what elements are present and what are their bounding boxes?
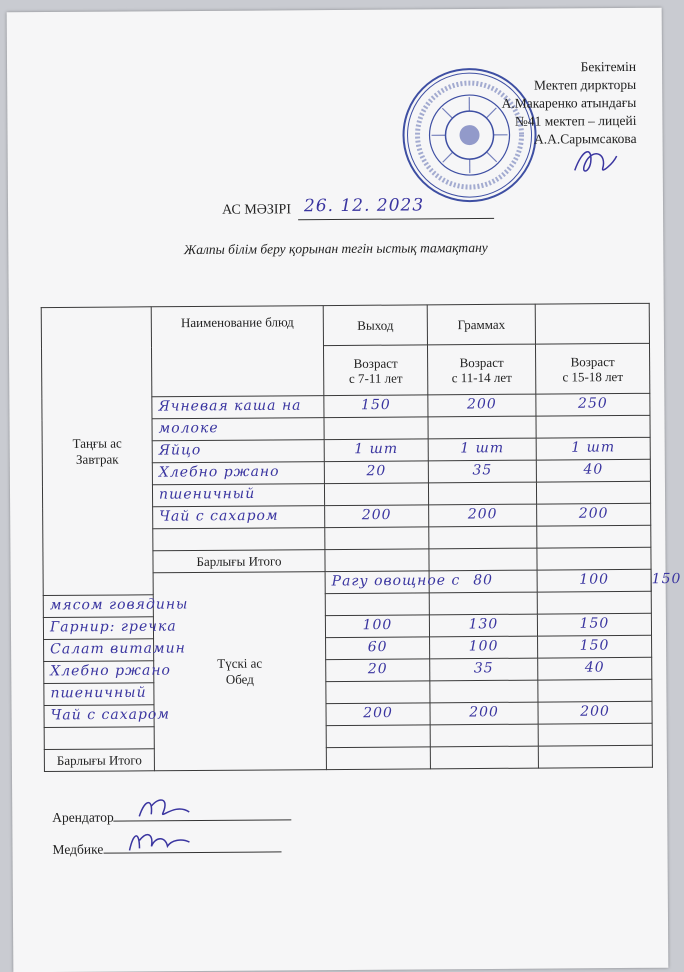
portion-7-11-cell-text bbox=[325, 538, 428, 539]
nurse-signature-row bbox=[52, 832, 292, 866]
portion-15-18-cell bbox=[536, 415, 650, 438]
total-label: Барлығы Итого bbox=[44, 749, 154, 772]
portion-7-11-cell bbox=[325, 615, 429, 638]
dish-cell bbox=[153, 528, 325, 551]
dish-cell-text: Рагу овощное с bbox=[332, 572, 461, 589]
dish-cell bbox=[44, 727, 154, 750]
menu-title: АС МӘЗІРІ bbox=[222, 202, 291, 218]
dish-cell bbox=[152, 440, 324, 463]
portion-7-11-cell bbox=[326, 725, 430, 748]
grams-header: Граммах bbox=[427, 304, 535, 345]
portion-11-14-cell-text: 100 bbox=[538, 571, 651, 588]
portion-7-11-cell-text bbox=[326, 604, 429, 605]
output-header: Выход bbox=[323, 305, 427, 346]
portion-7-11-cell bbox=[325, 593, 429, 616]
portion-11-14-cell bbox=[429, 592, 537, 615]
total-label: Барлығы Итого bbox=[153, 550, 325, 573]
nurse-signature-line bbox=[103, 851, 281, 853]
approval-line-3: А.Макаренко атындағы bbox=[501, 94, 636, 113]
portion-11-14-cell-text: 35 bbox=[430, 660, 537, 677]
dish-cell-text: пшеничный bbox=[50, 684, 146, 701]
portion-7-11-cell bbox=[324, 395, 428, 418]
portion-7-11-cell-text bbox=[325, 428, 428, 429]
approval-line-2: Мектеп дирктоpы bbox=[501, 76, 636, 95]
total-value-cell bbox=[429, 548, 537, 571]
portion-11-14-cell-text bbox=[429, 427, 536, 428]
portion-15-18-cell-text: 150 bbox=[538, 615, 651, 632]
breakfast-label: Таңғы ас Завтрак bbox=[41, 307, 153, 596]
portion-11-14-cell bbox=[428, 482, 536, 505]
portion-7-11-cell bbox=[325, 505, 429, 528]
age-7-11-header: Возраст с 7-11 лет bbox=[323, 345, 427, 396]
portion-7-11-cell bbox=[326, 703, 430, 726]
portion-7-11-cell bbox=[324, 483, 428, 506]
portion-15-18-cell bbox=[536, 437, 650, 460]
portion-15-18-cell bbox=[538, 635, 652, 658]
portion-15-18-cell-text: 200 bbox=[537, 505, 650, 522]
dish-cell bbox=[152, 418, 324, 441]
dish-cell-text: Чай с сахаром bbox=[51, 706, 170, 723]
portion-15-18-cell bbox=[537, 525, 651, 548]
portion-11-14-cell bbox=[429, 614, 537, 637]
portion-11-14-cell-text: 200 bbox=[428, 396, 535, 413]
lunch-total-row bbox=[44, 745, 652, 771]
dish-cell-text: пшеничный bbox=[159, 485, 255, 502]
portion-15-18-cell-text: 1 шт bbox=[537, 439, 650, 456]
dish-name-header: Наименование блюд bbox=[151, 306, 324, 397]
portion-15-18-cell bbox=[537, 591, 651, 614]
portion-7-11-cell-text: 60 bbox=[326, 638, 429, 655]
dish-cell bbox=[153, 506, 325, 529]
dish-cell bbox=[152, 484, 324, 507]
signature-block bbox=[52, 800, 292, 866]
portion-15-18-cell-text: 150 bbox=[538, 637, 651, 654]
portion-15-18-cell-text bbox=[537, 536, 650, 537]
portion-7-11-cell bbox=[326, 637, 430, 660]
total-value-cell bbox=[538, 745, 652, 768]
portion-7-11-cell bbox=[326, 681, 430, 704]
portion-11-14-cell-text: 130 bbox=[430, 616, 537, 633]
portion-15-18-cell-text bbox=[539, 734, 652, 735]
portion-11-14-cell-text: 100 bbox=[430, 638, 537, 655]
dish-cell bbox=[43, 617, 153, 640]
total-value-cell bbox=[537, 547, 651, 570]
portion-7-11-cell-text: 200 bbox=[325, 506, 428, 523]
portion-7-11-cell bbox=[324, 439, 428, 462]
dish-cell bbox=[43, 595, 153, 618]
dish-cell-text: Хлебно ржано bbox=[50, 662, 171, 679]
portion-7-11-cell bbox=[429, 570, 537, 593]
total-value-cell bbox=[430, 746, 538, 769]
portion-15-18-cell-text: 200 bbox=[538, 703, 651, 720]
portion-15-18-cell-text bbox=[538, 602, 651, 603]
tenant-signature-line bbox=[114, 819, 292, 821]
approval-line-1: Бекітемін bbox=[501, 58, 636, 77]
dish-cell bbox=[44, 639, 154, 662]
portion-15-18-cell bbox=[538, 723, 652, 746]
portion-15-18-cell bbox=[538, 701, 652, 724]
portion-15-18-cell-text: 40 bbox=[537, 461, 650, 478]
portion-7-11-cell bbox=[326, 659, 430, 682]
dish-cell-text: Салат витамин bbox=[50, 640, 186, 657]
portion-11-14-cell-text bbox=[430, 603, 537, 604]
portion-15-18-cell bbox=[536, 459, 650, 482]
lunch-label: Түскі ас Обед bbox=[153, 572, 326, 771]
portion-11-14-cell bbox=[537, 569, 651, 592]
approval-block bbox=[501, 58, 637, 181]
portion-15-18-cell bbox=[538, 679, 652, 702]
dish-cell-text: Чай с сахаром bbox=[159, 507, 278, 524]
nurse-label: Медбике bbox=[52, 842, 103, 857]
portion-7-11-cell-text bbox=[325, 494, 428, 495]
dish-cell bbox=[44, 705, 154, 728]
portion-7-11-cell-text: 150 bbox=[324, 396, 427, 413]
portion-11-14-cell bbox=[430, 658, 538, 681]
dish-cell-text: мясом говядины bbox=[50, 596, 189, 613]
portion-7-11-cell bbox=[324, 461, 428, 484]
portion-11-14-cell-text bbox=[431, 735, 538, 736]
portion-15-18-cell bbox=[536, 393, 650, 416]
portion-11-14-cell-text: 200 bbox=[430, 704, 537, 721]
portion-15-18-cell-text bbox=[537, 426, 650, 427]
portion-15-18-cell-text: 250 bbox=[536, 395, 649, 412]
portion-11-14-cell bbox=[428, 416, 536, 439]
portion-11-14-cell bbox=[428, 438, 536, 461]
portion-11-14-cell-text: 1 шт bbox=[429, 440, 536, 457]
menu-table bbox=[41, 303, 653, 772]
portion-11-14-cell bbox=[430, 702, 538, 725]
date-underline bbox=[298, 218, 494, 220]
portion-7-11-cell-text: 100 bbox=[326, 616, 429, 633]
portion-11-14-cell bbox=[429, 526, 537, 549]
portion-7-11-cell-text: 20 bbox=[326, 660, 429, 677]
dish-cell bbox=[44, 661, 154, 684]
portion-11-14-cell bbox=[430, 724, 538, 747]
menu-document bbox=[7, 8, 669, 972]
dish-cell bbox=[325, 571, 429, 594]
portion-7-11-cell-text: 80 bbox=[430, 572, 537, 589]
portion-15-18-cell-text bbox=[538, 690, 651, 691]
dish-cell bbox=[44, 683, 154, 706]
portion-15-18-cell bbox=[537, 503, 651, 526]
portion-11-14-cell-text: 200 bbox=[429, 506, 536, 523]
portion-11-14-cell-text bbox=[430, 691, 537, 692]
approval-line-4: №41 мектеп – лицейі bbox=[502, 112, 637, 131]
dish-cell bbox=[152, 396, 324, 419]
approval-line-5: А.А.Сарымсакова bbox=[502, 130, 637, 149]
total-value-cell bbox=[325, 549, 429, 572]
portion-7-11-cell-text: 1 шт bbox=[325, 440, 428, 457]
dish-cell-text: Ячневая каша на bbox=[158, 397, 301, 414]
portion-7-11-cell-text: 200 bbox=[327, 704, 430, 721]
dish-cell-text: Яйцо bbox=[159, 442, 202, 458]
menu-date: 26. 12. 2023 bbox=[304, 195, 424, 216]
portion-11-14-cell bbox=[429, 504, 537, 527]
director-signature bbox=[502, 148, 637, 181]
menu-subtitle: Жалпы білім беру қорынан тегін ыстық тамақтану bbox=[8, 239, 663, 260]
portion-7-11-cell-text: 20 bbox=[325, 462, 428, 479]
dish-cell-text: молоке bbox=[159, 420, 219, 436]
portion-7-11-cell bbox=[324, 417, 428, 440]
dish-cell bbox=[152, 462, 324, 485]
age-15-18-header: Возраст с 15-18 лет bbox=[535, 343, 649, 394]
portion-11-14-cell bbox=[430, 636, 538, 659]
portion-11-14-cell-text: 35 bbox=[429, 462, 536, 479]
portion-11-14-cell bbox=[428, 460, 536, 483]
age-11-14-header: Возраст с 11-14 лет bbox=[427, 344, 535, 395]
portion-11-14-cell-text bbox=[429, 493, 536, 494]
portion-15-18-cell bbox=[536, 481, 650, 504]
portion-7-11-cell-text bbox=[326, 692, 429, 693]
portion-11-14-cell-text bbox=[429, 537, 536, 538]
portion-15-18-cell bbox=[537, 613, 651, 636]
dish-cell-text: Хлебно ржано bbox=[159, 463, 280, 480]
dish-cell-text: Гарнир: гречка bbox=[50, 618, 177, 635]
lunch-row bbox=[44, 723, 652, 749]
portion-11-14-cell bbox=[430, 680, 538, 703]
portion-11-14-cell bbox=[428, 394, 536, 417]
tenant-label: Арендатор bbox=[52, 810, 114, 825]
portion-7-11-cell bbox=[325, 527, 429, 550]
total-value-cell bbox=[326, 747, 430, 770]
empty-header-cell bbox=[535, 303, 649, 344]
portion-15-18-cell bbox=[538, 657, 652, 680]
portion-15-18-cell-text: 40 bbox=[538, 659, 651, 676]
portion-7-11-cell-text bbox=[327, 736, 430, 737]
portion-15-18-cell-text bbox=[537, 492, 650, 493]
